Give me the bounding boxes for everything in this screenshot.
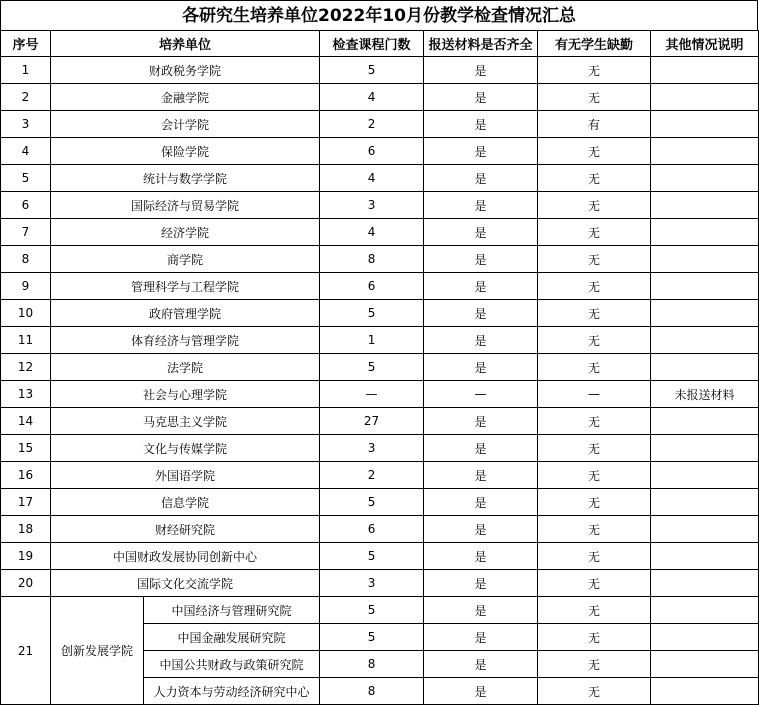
- table-row: [1, 246, 759, 273]
- row-no: 16: [1, 462, 51, 489]
- row-unit: 保险学院: [51, 138, 320, 165]
- table-row: [1, 84, 759, 111]
- row-no: 5: [1, 165, 51, 192]
- row-complete: 是: [424, 111, 538, 138]
- row-no: 19: [1, 543, 51, 570]
- table-row: [1, 57, 759, 84]
- header-courses: 检查课程门数: [320, 31, 424, 57]
- row-unit: 马克思主义学院: [51, 408, 320, 435]
- row-unit: 财经研究院: [51, 516, 320, 543]
- row-complete: —: [424, 381, 538, 408]
- row-absence: 无: [538, 408, 651, 435]
- row-note: 未报送材料: [651, 381, 759, 408]
- row-no: 12: [1, 354, 51, 381]
- row-absence: 无: [538, 273, 651, 300]
- row-courses: —: [320, 381, 424, 408]
- row-courses: 4: [320, 219, 424, 246]
- row-absence: 无: [538, 57, 651, 84]
- row-note: [651, 489, 759, 516]
- row-courses: 6: [320, 138, 424, 165]
- row-courses: 5: [320, 624, 424, 651]
- row-note: [651, 354, 759, 381]
- row-courses: 8: [320, 678, 424, 705]
- row-no: 10: [1, 300, 51, 327]
- row-complete: 是: [424, 570, 538, 597]
- row-complete: 是: [424, 219, 538, 246]
- row-absence: 无: [538, 624, 651, 651]
- row-no: 15: [1, 435, 51, 462]
- row-note: [651, 327, 759, 354]
- row-absence: 无: [538, 462, 651, 489]
- row-courses: 5: [320, 543, 424, 570]
- row-unit: 国际文化交流学院: [51, 570, 320, 597]
- row-complete: 是: [424, 489, 538, 516]
- row-complete: 是: [424, 273, 538, 300]
- row-complete: 是: [424, 300, 538, 327]
- row-no: 20: [1, 570, 51, 597]
- row-no: 11: [1, 327, 51, 354]
- table-row: [1, 192, 759, 219]
- row-absence: 无: [538, 570, 651, 597]
- row-unit: 文化与传媒学院: [51, 435, 320, 462]
- row-unit: 商学院: [51, 246, 320, 273]
- row-courses: 2: [320, 462, 424, 489]
- row-note: [651, 543, 759, 570]
- row-complete: 是: [424, 462, 538, 489]
- sub-unit: 人力资本与劳动经济研究中心: [144, 678, 320, 705]
- row-complete: 是: [424, 192, 538, 219]
- row-no: 17: [1, 489, 51, 516]
- table-row: [1, 273, 759, 300]
- row-absence: 无: [538, 597, 651, 624]
- row-absence: 无: [538, 300, 651, 327]
- row-complete: 是: [424, 165, 538, 192]
- row-courses: 3: [320, 435, 424, 462]
- table-row: [1, 354, 759, 381]
- row-courses: 3: [320, 192, 424, 219]
- row-absence: 无: [538, 327, 651, 354]
- row-courses: 6: [320, 273, 424, 300]
- sub-unit: 中国金融发展研究院: [144, 624, 320, 651]
- row-note: [651, 300, 759, 327]
- row-unit: 经济学院: [51, 219, 320, 246]
- row-no: 18: [1, 516, 51, 543]
- row-complete: 是: [424, 246, 538, 273]
- row-complete: 是: [424, 651, 538, 678]
- row-note: [651, 273, 759, 300]
- row-no: 3: [1, 111, 51, 138]
- row-note: [651, 57, 759, 84]
- row-absence: 有: [538, 111, 651, 138]
- table-row: [1, 381, 759, 408]
- group-unit: 创新发展学院: [51, 597, 144, 705]
- row-no: 13: [1, 381, 51, 408]
- row-no: 9: [1, 273, 51, 300]
- row-absence: 无: [538, 435, 651, 462]
- row-unit: 社会与心理学院: [51, 381, 320, 408]
- row-complete: 是: [424, 84, 538, 111]
- row-courses: 4: [320, 165, 424, 192]
- table-title: 各研究生培养单位2022年10月份教学检查情况汇总: [0, 0, 758, 30]
- row-courses: 5: [320, 300, 424, 327]
- row-absence: —: [538, 381, 651, 408]
- sub-unit: 中国公共财政与政策研究院: [144, 651, 320, 678]
- header-unit: 培养单位: [51, 31, 320, 57]
- table-row: [1, 462, 759, 489]
- row-absence: 无: [538, 489, 651, 516]
- row-courses: 8: [320, 651, 424, 678]
- row-note: [651, 192, 759, 219]
- group-no: 21: [1, 597, 51, 705]
- row-unit: 国际经济与贸易学院: [51, 192, 320, 219]
- row-unit: 体育经济与管理学院: [51, 327, 320, 354]
- row-unit: 会计学院: [51, 111, 320, 138]
- table-row: [1, 219, 759, 246]
- row-note: [651, 138, 759, 165]
- row-courses: 5: [320, 597, 424, 624]
- row-complete: 是: [424, 327, 538, 354]
- row-no: 6: [1, 192, 51, 219]
- row-absence: 无: [538, 354, 651, 381]
- table-row: [1, 597, 759, 624]
- row-note: [651, 246, 759, 273]
- header-note: 其他情况说明: [651, 31, 759, 57]
- row-no: 1: [1, 57, 51, 84]
- row-unit: 中国财政发展协同创新中心: [51, 543, 320, 570]
- table-body: [1, 57, 759, 705]
- row-unit: 政府管理学院: [51, 300, 320, 327]
- row-courses: 3: [320, 570, 424, 597]
- row-unit: 外国语学院: [51, 462, 320, 489]
- row-note: [651, 408, 759, 435]
- row-note: [651, 597, 759, 624]
- header-no: 序号: [1, 31, 51, 57]
- row-courses: 5: [320, 489, 424, 516]
- table-row: [1, 489, 759, 516]
- row-absence: 无: [538, 165, 651, 192]
- row-complete: 是: [424, 138, 538, 165]
- row-courses: 4: [320, 84, 424, 111]
- row-no: 7: [1, 219, 51, 246]
- row-courses: 5: [320, 57, 424, 84]
- row-unit: 财政税务学院: [51, 57, 320, 84]
- row-absence: 无: [538, 219, 651, 246]
- row-courses: 5: [320, 354, 424, 381]
- row-unit: 信息学院: [51, 489, 320, 516]
- row-absence: 无: [538, 516, 651, 543]
- row-note: [651, 624, 759, 651]
- row-absence: 无: [538, 678, 651, 705]
- row-courses: 6: [320, 516, 424, 543]
- row-complete: 是: [424, 678, 538, 705]
- row-complete: 是: [424, 597, 538, 624]
- row-no: 8: [1, 246, 51, 273]
- table-row: [1, 138, 759, 165]
- header-complete: 报送材料是否齐全: [424, 31, 538, 57]
- row-complete: 是: [424, 435, 538, 462]
- row-absence: 无: [538, 138, 651, 165]
- row-note: [651, 435, 759, 462]
- row-absence: 无: [538, 543, 651, 570]
- table-row: [1, 516, 759, 543]
- row-note: [651, 678, 759, 705]
- header-absence: 有无学生缺勤: [538, 31, 651, 57]
- table-row: [1, 543, 759, 570]
- row-no: 4: [1, 138, 51, 165]
- row-no: 2: [1, 84, 51, 111]
- sub-unit: 中国经济与管理研究院: [144, 597, 320, 624]
- table-row: [1, 327, 759, 354]
- row-unit: 管理科学与工程学院: [51, 273, 320, 300]
- row-absence: 无: [538, 246, 651, 273]
- row-courses: 8: [320, 246, 424, 273]
- row-courses: 2: [320, 111, 424, 138]
- row-complete: 是: [424, 516, 538, 543]
- row-no: 14: [1, 408, 51, 435]
- table-row: [1, 408, 759, 435]
- row-note: [651, 570, 759, 597]
- row-absence: 无: [538, 84, 651, 111]
- row-note: [651, 516, 759, 543]
- row-complete: 是: [424, 354, 538, 381]
- header-row: [1, 31, 759, 57]
- row-absence: 无: [538, 192, 651, 219]
- row-complete: 是: [424, 57, 538, 84]
- row-absence: 无: [538, 651, 651, 678]
- row-note: [651, 84, 759, 111]
- row-courses: 1: [320, 327, 424, 354]
- row-note: [651, 651, 759, 678]
- row-note: [651, 165, 759, 192]
- inspection-table: [0, 30, 759, 705]
- row-note: [651, 219, 759, 246]
- row-note: [651, 462, 759, 489]
- table-row: [1, 570, 759, 597]
- row-complete: 是: [424, 624, 538, 651]
- table-row: [1, 111, 759, 138]
- row-note: [651, 111, 759, 138]
- table-row: [1, 435, 759, 462]
- row-unit: 金融学院: [51, 84, 320, 111]
- table-row: [1, 165, 759, 192]
- row-complete: 是: [424, 543, 538, 570]
- row-complete: 是: [424, 408, 538, 435]
- row-unit: 法学院: [51, 354, 320, 381]
- row-courses: 27: [320, 408, 424, 435]
- row-unit: 统计与数学学院: [51, 165, 320, 192]
- table-row: [1, 300, 759, 327]
